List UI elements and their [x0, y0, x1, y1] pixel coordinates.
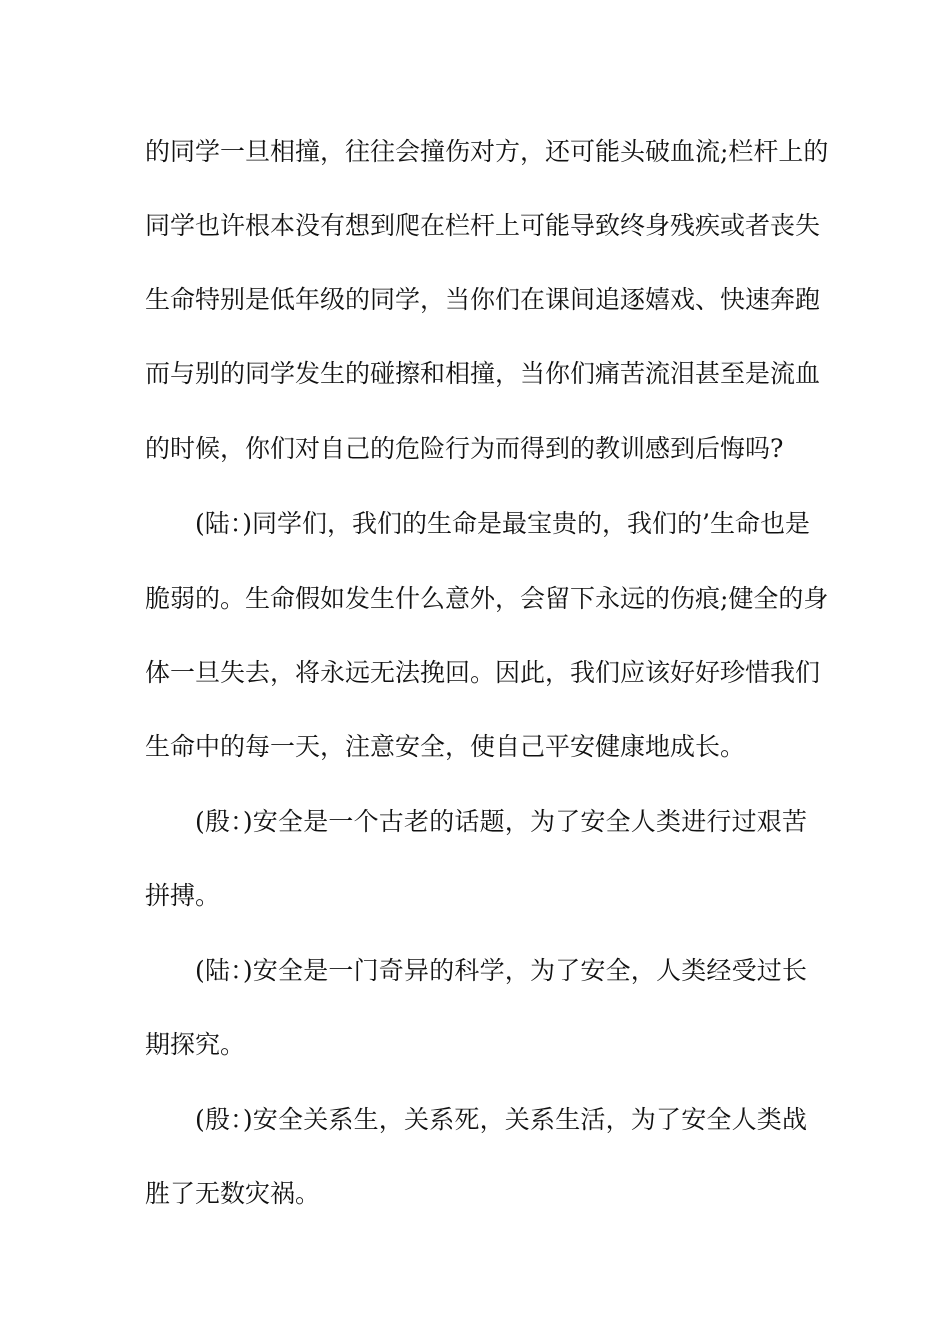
paragraph-line: 生命特别是低年级的同学，当你们在课间追逐嬉戏、快速奔跑: [145, 285, 821, 314]
paragraph-line: 生命中的每一天，注意安全，使自己平安健康地成长。: [145, 732, 746, 761]
paragraph-line: 拼搏。: [145, 881, 221, 910]
paragraph-line: 而与别的同学发生的碰擦和相撞，当你们痛苦流泪甚至是流血: [145, 359, 821, 388]
paragraph-line: 期探究。: [145, 1030, 246, 1059]
paragraph-line: (陆：)安全是一门奇异的科学，为了安全，人类经受过长: [195, 956, 807, 985]
paragraph-line: 脆弱的。生命假如发生什么意外，会留下永远的伤痕;健全的身: [145, 584, 829, 613]
paragraph-line: 胜了无数灾祸。: [145, 1179, 321, 1208]
paragraph-line: (殷：)安全是一个古老的话题，为了安全人类进行过艰苦: [195, 807, 807, 836]
paragraph-line: 体一旦失去，将永远无法挽回。因此，我们应该好好珍惜我们: [145, 658, 821, 687]
paragraph-line: (陆：)同学们，我们的生命是最宝贵的，我们的’生命也是: [195, 509, 810, 538]
paragraph-line: 的同学一旦相撞，往往会撞伤对方，还可能头破血流;栏杆上的: [145, 137, 829, 166]
paragraph-line: 同学也许根本没有想到爬在栏杆上可能导致终身残疾或者丧失: [145, 211, 821, 240]
paragraph-line: (殷：)安全关系生，关系死，关系生活，为了安全人类战: [195, 1105, 807, 1134]
paragraph-line: 的时候，你们对自己的危险行为而得到的教训感到后悔吗?: [145, 434, 784, 463]
